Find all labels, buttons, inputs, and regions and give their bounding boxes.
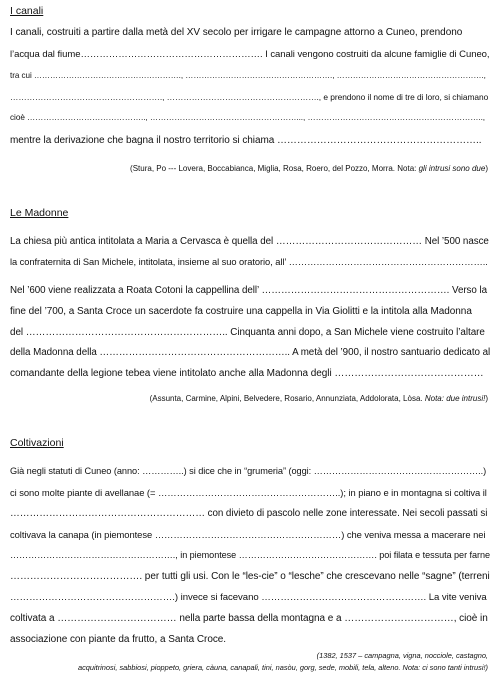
- canali-hint-end: ): [485, 164, 488, 173]
- canali-line-1: I canali, costruiti a partire dalla metà del XV secolo per irrigare le campagne attorno a Cuneo, prendono: [10, 27, 463, 38]
- section-heading-madonne: Le Madonne: [10, 207, 69, 219]
- coltivazioni-line-2: ci sono molte piante di avellanae (= …………………………………………………..); in piano e in montagna si coltiva il: [10, 487, 487, 498]
- madonne-line-6: della Madonna della ………………………………………………….. A metà del ’900, il nostro santuario dedicato al: [10, 347, 491, 358]
- madonne-line-3: Nel ’600 viene realizzata a Roata Cotoni la cappellina dell’ …………………………………………………. Verso la: [10, 285, 487, 296]
- section-heading-canali: I canali: [10, 5, 44, 17]
- madonne-hint-text: (Assunta, Carmine, Alpini, Belvedere, Rosario, Annunziata, Addolorata, Lòsa.: [149, 394, 425, 403]
- canali-hint-note: [130, 164, 488, 173]
- madonne-line-7: comandante della legione tebea viene intitolato anche alla Madonna degli ………………………………………: [10, 368, 484, 379]
- coltivazioni-line-3: …………………………………………………… con divieto di pascolo nelle zone interessate. Nei secoli passati si: [10, 508, 488, 519]
- coltivazioni-line-1: Già negli statuti di Cuneo (anno: …………..) si dice che in “grumeria” (oggi: ………………………………………………..): [10, 466, 487, 476]
- canali-line-3: tra cui ………………………………………………., ………………………………………………., ……………………………………………….,: [10, 71, 486, 80]
- coltivazioni-line-8: coltivata a ……………………………… nella parte bassa della montagna e a ……………………………, cioè in: [10, 613, 488, 624]
- madonne-line-2: la confraternita di San Michele, intitolata, insieme al suo oratorio, all’ ………………………………………………………..: [10, 257, 488, 267]
- madonne-line-5: del …………………………………………………….. Cinquanta anni dopo, a San Michele viene costruito l’altare: [10, 327, 485, 338]
- madonne-hint-end: ): [485, 394, 488, 403]
- coltivazioni-hint-line-2: acquitrinosi, sabbiosi, pioppeto, griera, càuna, canapali, tini, nasòu, gorg, sede, mobili, tela, alteno. Nota: ci sono tanti intrusi!): [77, 663, 488, 672]
- madonne-line-1: La chiesa più antica intitolata a Maria a Cervasca è quella del ……………………………………… Nel ’500 nasce: [10, 236, 489, 247]
- canali-line-2: l’acqua dal fiume…………………………………………………. I canali vengono costruiti da alcune famiglie di Cuneo,: [10, 49, 490, 60]
- madonne-hint-note: [150, 394, 488, 403]
- coltivazioni-hint-line-1: (1382, 1537 – campagna, vigna, nocciole, castagno,: [316, 651, 488, 660]
- coltivazioni-line-4: coltivava la canapa (in piemontese ……………………………………………………) che veniva messa a macerare nei: [10, 529, 486, 540]
- madonne-line-4: fine del ’700, a Santa Croce un sacerdote fa costruire una cappella in Via Giolitti e la intitola alla Madonna: [10, 306, 472, 317]
- coltivazioni-line-5: ………………………………………………., in piemontese ………………………………………. poi filata e tessuta per farne: [10, 550, 490, 560]
- canali-line-4: ………………………………………………., ………………………………………………., e prendono il nome di tre di loro, si chiamano: [10, 92, 489, 102]
- canali-line-5: cioè …………………………………….., ………………………………………………..., ………………………………………………………..,: [10, 113, 486, 122]
- canali-hint-italic: gli intrusi sono due: [418, 164, 486, 173]
- canali-hint-text: (Stura, Po --- Lovera, Boccabianca, Miglia, Rosa, Roero, del Pozzo, Morra. Nota:: [130, 164, 419, 173]
- coltivazioni-line-7: …………………………………………….) invece si facevano ……………………………………………. La vite veniva: [10, 592, 487, 603]
- canali-line-6: mentre la derivazione che bagna il nostro territorio si chiama ……………………………………………………..: [10, 135, 482, 146]
- madonne-hint-italic: Nota: due intrusi!: [424, 394, 486, 403]
- coltivazioni-line-9: associazione con piante da frutto, a Santa Croce.: [10, 634, 227, 645]
- section-heading-coltivazioni: Coltivazioni: [10, 437, 64, 449]
- coltivazioni-line-6: …………………………………. per tutti gli usi. Con le “les-cie” o “lesche” che crescevano nelle “sagne” (terreni: [10, 571, 490, 582]
